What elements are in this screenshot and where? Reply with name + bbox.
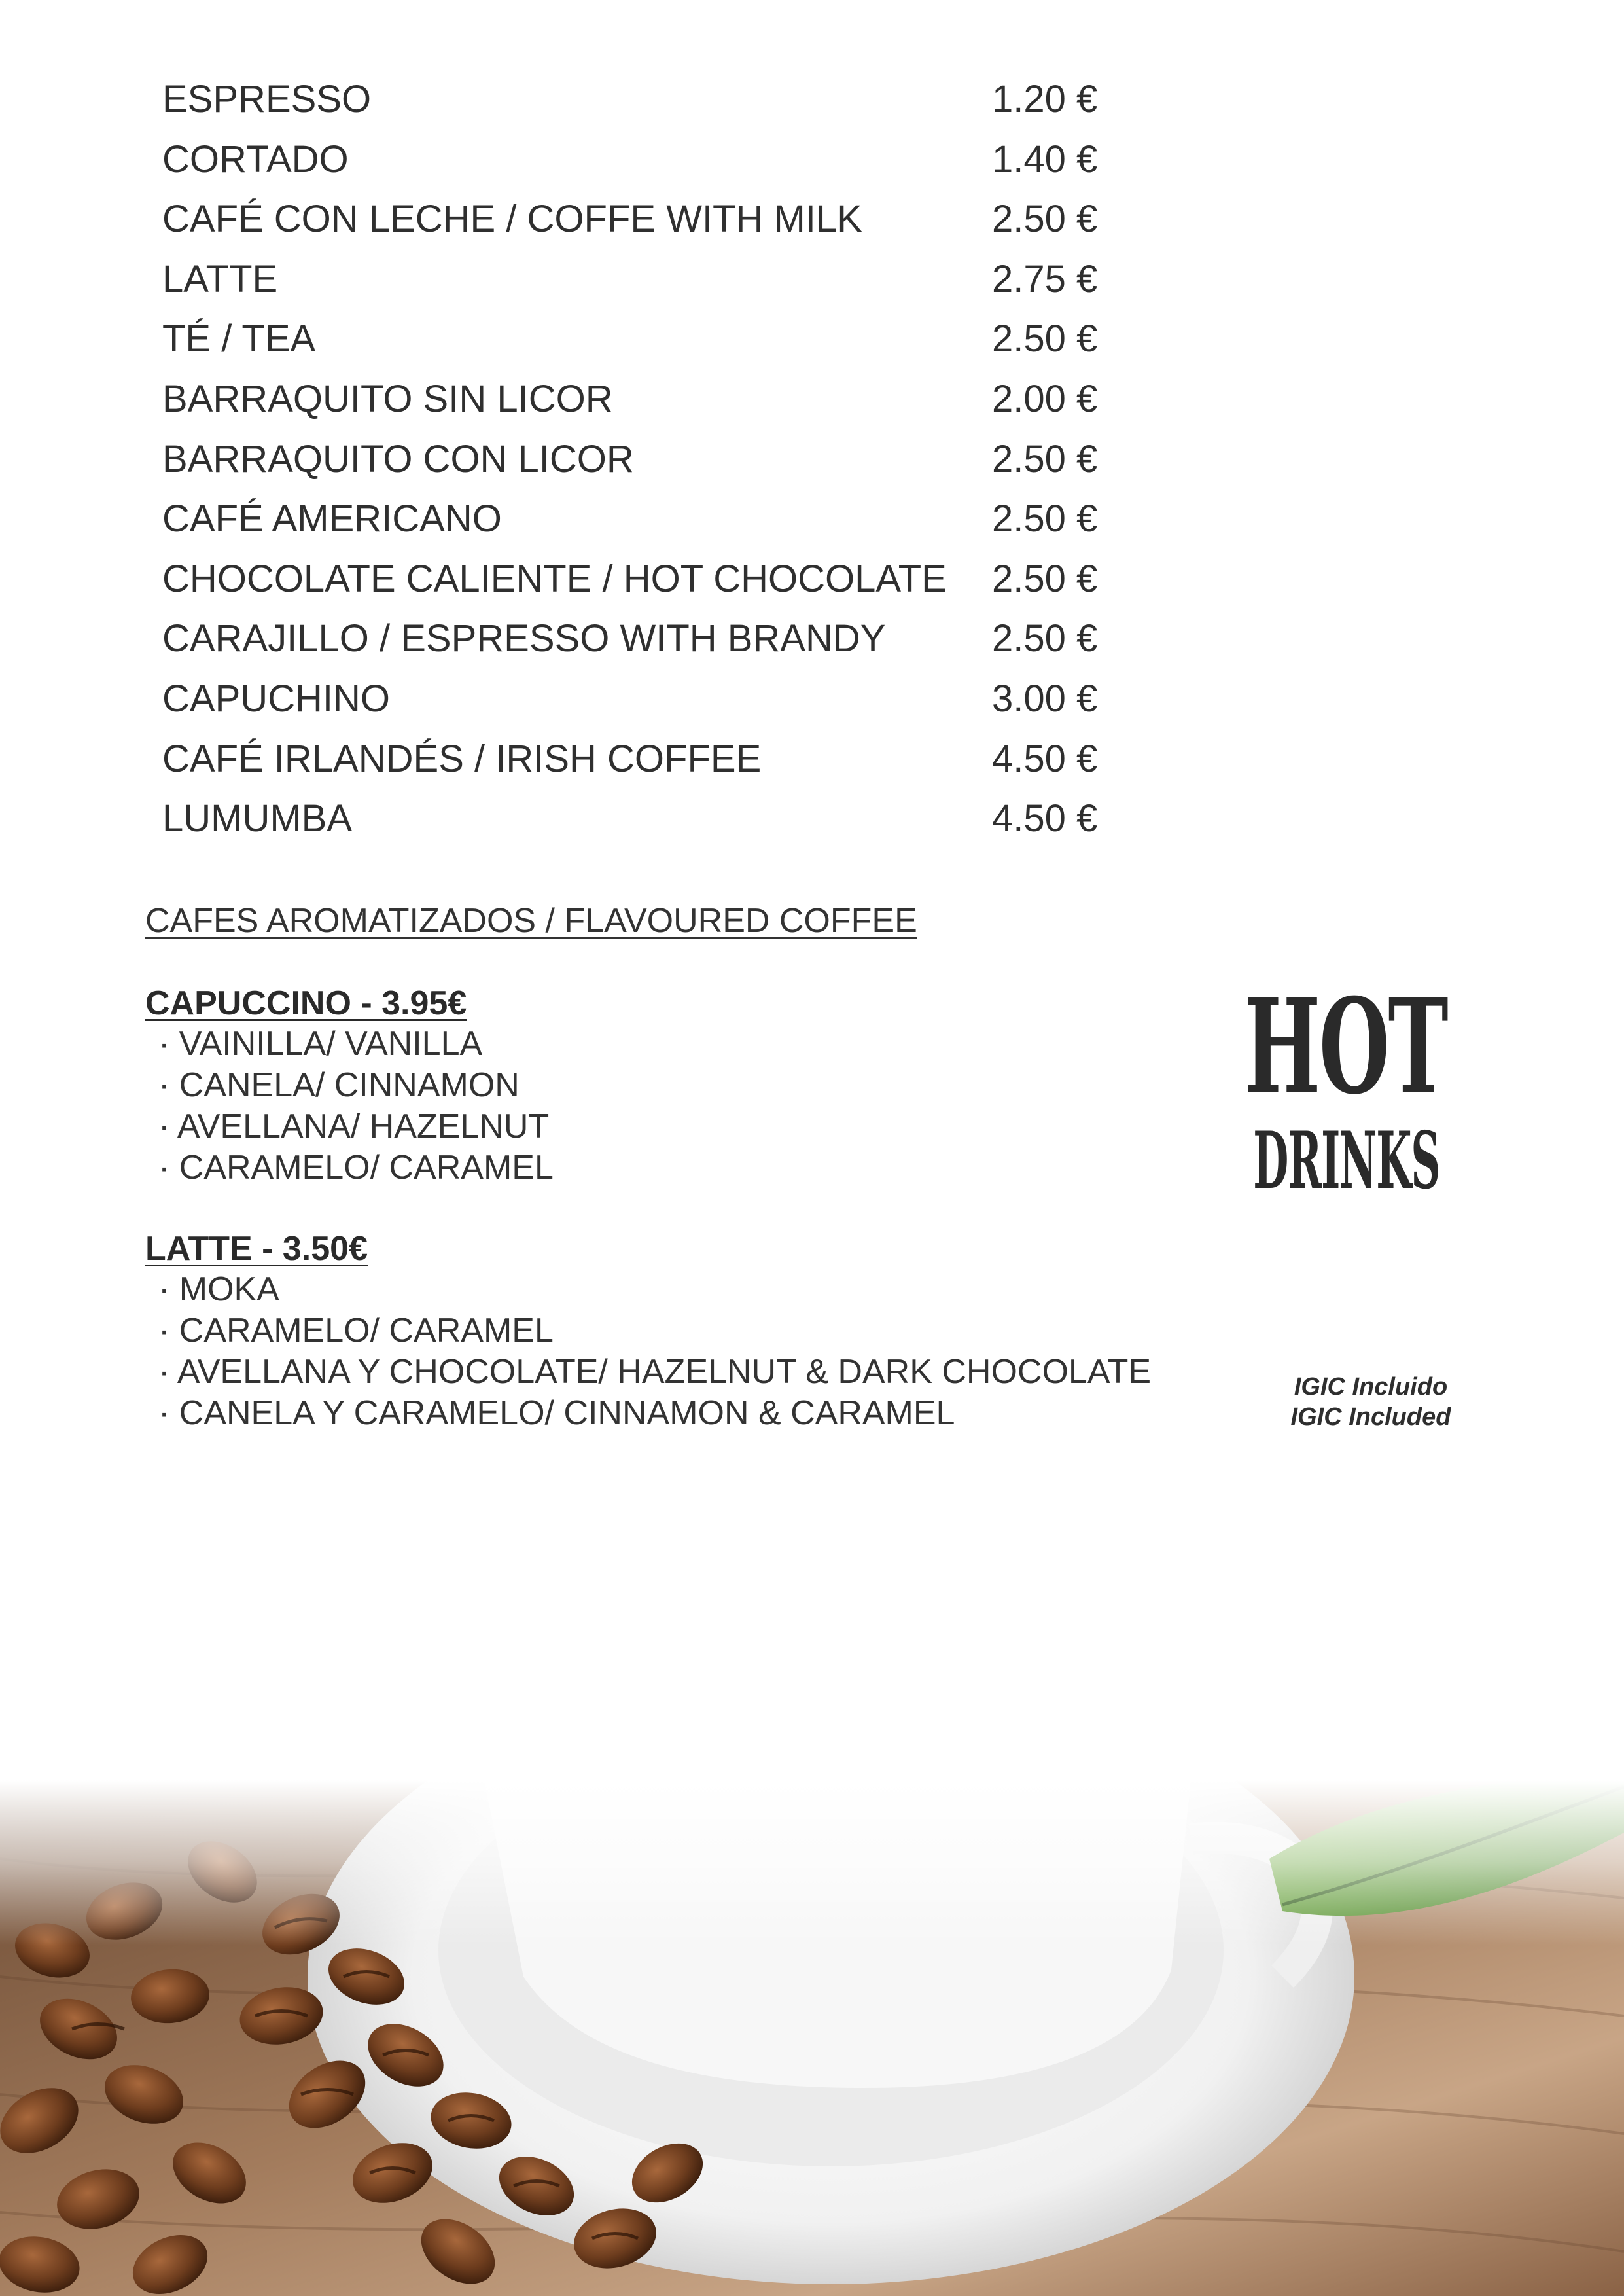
item-price: 2.50 € (992, 617, 1098, 660)
menu-item (162, 789, 1118, 849)
item-price: 2.00 € (992, 377, 1098, 420)
item-name: CAFÉ IRLANDÉS / IRISH COFFEE (162, 737, 762, 780)
menu-item (162, 309, 1118, 369)
menu-item (162, 429, 1118, 490)
item-price: 3.00 € (992, 677, 1098, 720)
item-name: CAPUCHINO (162, 677, 391, 720)
item-name: CAFÉ CON LECHE / COFFE WITH MILK (162, 198, 862, 241)
item-price: 1.40 € (992, 137, 1098, 181)
title-line-hot: HOT (1244, 970, 1447, 1124)
coffee-cup-photo (0, 1780, 1624, 2296)
tax-note (1269, 1372, 1472, 1432)
capuccino-group (145, 983, 554, 1189)
item-price: 2.50 € (992, 557, 1098, 600)
item-price: 4.50 € (992, 737, 1098, 780)
menu-item (162, 669, 1118, 729)
item-name: LATTE (162, 257, 278, 300)
flavour-item: · CANELA/ CINNAMON (158, 1066, 520, 1104)
item-name: CARAJILLO / ESPRESSO WITH BRANDY (162, 617, 886, 660)
item-price: 2.50 € (992, 497, 1098, 541)
flavour-item: · VAINILLA/ VANILLA (158, 1025, 483, 1063)
title-line-drinks: DRINKS (1253, 1115, 1440, 1207)
item-price: 2.50 € (992, 317, 1098, 361)
item-name: CAFÉ AMERICANO (162, 497, 502, 541)
coffee-photo-illustration (0, 1780, 1624, 2296)
menu-item (162, 69, 1118, 130)
tax-note-en: IGIC Included (1290, 1403, 1451, 1431)
flavour-item: · CARAMELO/ CARAMEL (158, 1312, 554, 1350)
item-name: ESPRESSO (162, 78, 372, 120)
item-name: BARRAQUITO CON LICOR (162, 437, 634, 480)
latte-title: LATTE - 3.50€ (145, 1230, 368, 1268)
menu-item (162, 729, 1118, 789)
flavour-item: · AVELLANA/ HAZELNUT (158, 1107, 550, 1145)
flavoured-coffee-heading: CAFES AROMATIZADOS / FLAVOURED COFFEE (145, 902, 917, 940)
item-name: TÉ / TEA (162, 317, 316, 361)
flavour-item: · CANELA Y CARAMELO/ CINNAMON & CARAMEL (158, 1394, 955, 1432)
menu-item (162, 609, 1118, 669)
price-list (162, 69, 1118, 849)
item-name: CHOCOLATE CALIENTE / HOT CHOCOLATE (162, 557, 947, 600)
menu-item (162, 489, 1118, 549)
item-price: 2.75 € (992, 257, 1098, 300)
menu-item (162, 549, 1118, 609)
item-name: CORTADO (162, 137, 349, 181)
item-name: LUMUMBA (162, 797, 353, 840)
item-name: BARRAQUITO SIN LICOR (162, 377, 613, 420)
flavour-item: · MOKA (158, 1270, 279, 1308)
item-price: 2.50 € (992, 437, 1098, 480)
menu-item (162, 249, 1118, 310)
tax-note-es: IGIC Incluido (1294, 1373, 1448, 1401)
item-price: 1.20 € (992, 78, 1098, 120)
menu-item (162, 189, 1118, 249)
item-price: 4.50 € (992, 797, 1098, 840)
capuccino-title: CAPUCCINO - 3.95€ (145, 984, 467, 1022)
item-price: 2.50 € (992, 198, 1098, 241)
latte-group (145, 1229, 1151, 1434)
flavour-item: · CARAMELO/ CARAMEL (158, 1149, 554, 1187)
hot-drinks-title (1209, 970, 1447, 1207)
menu-item (162, 369, 1118, 429)
flavour-item: · AVELLANA Y CHOCOLATE/ HAZELNUT & DARK CHOCOLATE (158, 1353, 1152, 1391)
menu-item (162, 130, 1118, 190)
